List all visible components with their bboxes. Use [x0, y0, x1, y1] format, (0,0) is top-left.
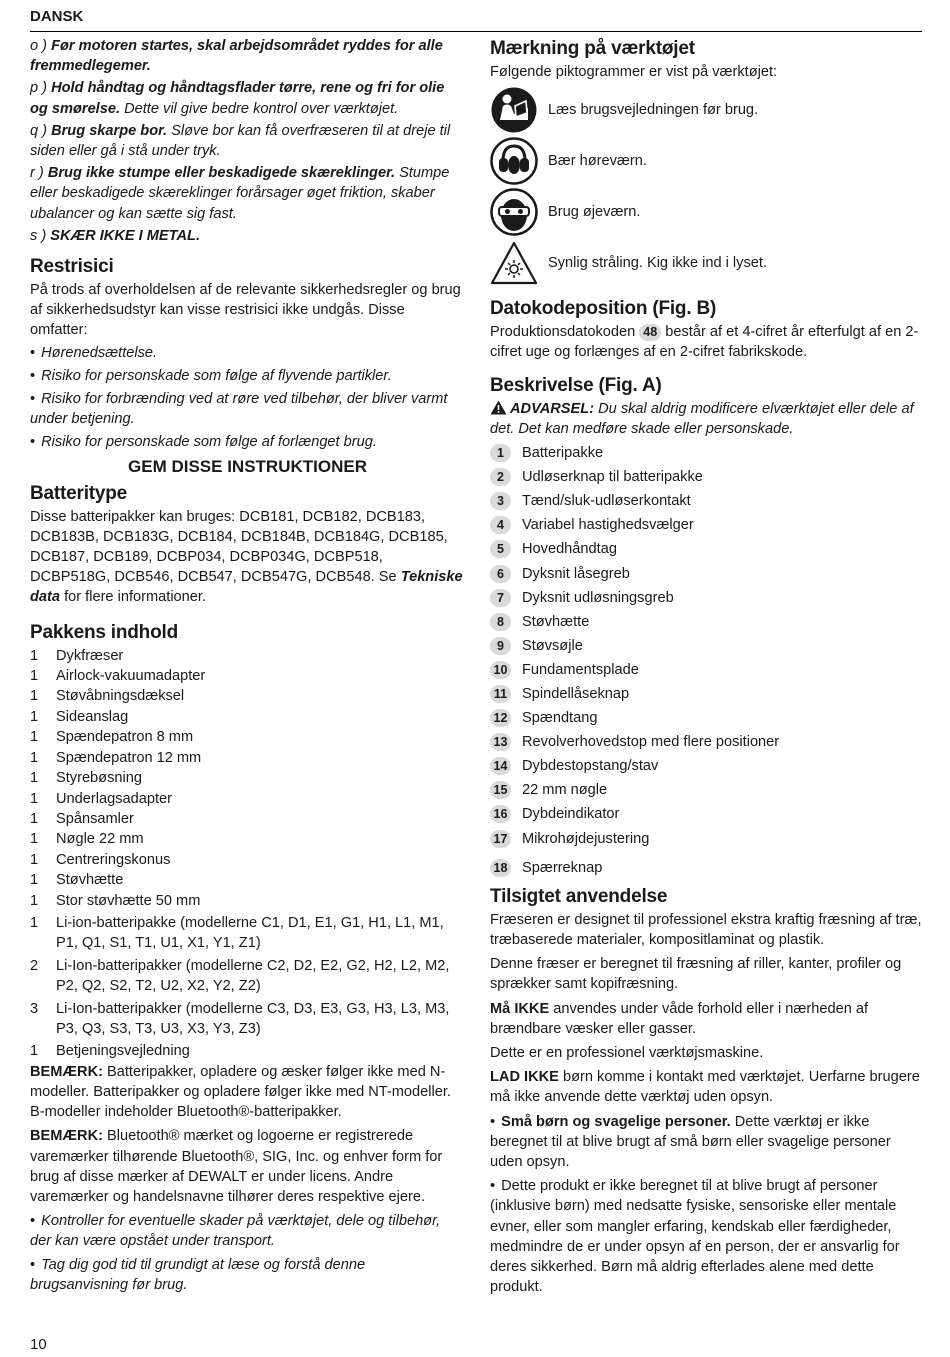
list-item: 12 Spændtang — [490, 706, 922, 730]
list-item: 3 Li-Ion-batteripakker (modellerne C3, D3, E3, G3, H3, L3, M3, P3, Q3, S3, T3, U3, X3, Y3, Z3) — [30, 1000, 450, 1037]
list-item: 2 Li-Ion-batteripakker (modellerne C2, D2, E2, G2, H2, L2, M2, P2, Q2, S2, T2, U2, X2, Y2, Z2) — [30, 957, 450, 995]
intended-use-text: Dette er en professionel værktøjsmaskine. — [490, 1044, 764, 1061]
left-column — [30, 36, 465, 1298]
picto-row — [490, 186, 922, 237]
list-item: • Risiko for personskade som følge af flyvende partikler. — [30, 367, 392, 384]
intended-use-text: Fræseren er designet til professionel ekstra kraftig fræsning af træ, træbaserede materialer, kompositlaminat og plastik. — [490, 911, 922, 948]
save-instructions-heading: GEM DISSE INSTRUKTIONER — [128, 456, 367, 476]
marking-heading: Mærkning på værktøjet — [490, 38, 695, 59]
picto-text: Læs brugsvejledningen før brug. — [548, 101, 759, 118]
list-item: 14 Dybdestopstang/stav — [490, 754, 922, 778]
list-item: • Kontroller for eventuelle skader på værktøjet, dele og tilbehør, der kan være opstået under transport. — [30, 1213, 441, 1250]
safety-rules — [30, 36, 465, 246]
restrisici-heading: Restrisici — [30, 256, 114, 278]
rule-q: q ) Brug skarpe bor. Sløve bor kan få overfræseren til at dreje til siden eller gå i stå under tryk. — [30, 122, 451, 160]
list-item: 16 Dybdeindikator — [490, 802, 922, 826]
list-item: 1 Spånsamler — [30, 810, 134, 827]
list-item: 9 Støvsøjle — [490, 634, 922, 658]
list-item: 1 Støvhætte — [30, 872, 124, 889]
list-item: 10 Fundamentsplade — [490, 658, 922, 682]
list-item: 1 Stor støvhætte 50 mm — [30, 892, 201, 909]
rule-s: s ) SKÆR IKKE I METAL. — [30, 227, 201, 244]
list-item: 1 Centreringskonus — [30, 851, 171, 868]
picto-row — [490, 237, 922, 288]
list-item: 1 Styrebøsning — [30, 770, 142, 787]
list-item: 15 22 mm nøgle — [490, 778, 922, 802]
list-item: 5 Hovedhåndtag — [490, 537, 922, 561]
rule-r: r ) Brug ikke stumpe eller beskadigede skæreklinger. Stumpe eller beskadigede skæreklinger forårsager øget friktion, skaber ubalancer og kan sætte sig fast. — [30, 165, 450, 222]
list-item: 1 Spændepatron 8 mm — [30, 729, 194, 746]
intended-use-text: Denne fræser er beregnet til fræsning af riller, kanter, profiler og sprækker samt kopifræsning. — [490, 956, 902, 993]
list-item: 13 Revolverhovedstop med flere positioner — [490, 730, 922, 754]
radiation-warning-icon — [490, 240, 538, 286]
warning-icon — [490, 400, 507, 415]
right-column — [490, 36, 922, 1299]
list-item: 1 Underlagsadapter — [30, 790, 173, 807]
datecode-heading: Datokodeposition (Fig. B) — [490, 298, 717, 320]
batteritype-heading: Batteritype — [30, 482, 128, 504]
list-item: 1 Batteripakke — [490, 441, 922, 465]
hearing-protection-icon — [490, 137, 538, 185]
list-item: 1 Sideanslag — [30, 708, 129, 725]
datecode-text: Produktionsdatokoden 48 består af et 4-cifret år efterfulgt af en 2-cifret uge og forlænges af en 2-cifret fabrikskode. — [490, 324, 919, 361]
pakkens-heading: Pakkens indhold — [30, 621, 178, 643]
package-contents-list — [30, 646, 465, 1062]
marking-intro: Følgende piktogrammer er vist på værktøjet: — [490, 64, 778, 80]
picto-text: Synlig stråling. Kig ikke ind i lyset. — [548, 254, 767, 271]
list-item: 1 Nøgle 22 mm — [30, 831, 144, 848]
intended-use-text: Må IKKE anvendes under våde forhold eller i nærheden af brændbare væsker eller gasser. — [490, 1000, 869, 1037]
list-item: 1 Li-ion-batteripakke (modellerne C1, D1, E1, G1, H1, L1, M1, P1, Q1, S1, T1, U1, X1, Y1, Z1) — [30, 914, 444, 952]
list-item: • Risiko for personskade som følge af forlænget brug. — [30, 434, 377, 451]
page-number: 10 — [30, 1336, 47, 1353]
list-item: • Små børn og svagelige personer. Dette værktøj er ikke beregnet til at blive brugt af små børn eller svagelige personer uden opsyn. — [490, 1113, 891, 1170]
list-item: 8 Støvhætte — [490, 610, 922, 634]
list-item: 4 Variabel hastighedsvælger — [490, 513, 922, 537]
list-item: 3 Tænd/sluk-udløserkontakt — [490, 489, 922, 513]
beskrivelse-heading: Beskrivelse (Fig. A) — [490, 374, 662, 396]
list-item: 17 Mikrohøjdejustering — [490, 827, 922, 851]
list-item: 1 Dykfræser — [30, 647, 124, 664]
list-item: • Risiko for forbrænding ved at røre ved tilbehør, der bliver varmt under betjening. — [30, 391, 448, 428]
list-item: • Tag dig god tid til grundigt at læse og forstå denne brugsanvisning før brug. — [30, 1256, 366, 1293]
picto-row — [490, 84, 922, 135]
callout-badge: 48 — [639, 324, 661, 341]
picto-text: Brug øjeværn. — [548, 203, 641, 220]
list-item: 1 Spændepatron 12 mm — [30, 749, 202, 766]
intended-use-text: LAD IKKE børn komme i kontakt med værktøjet. Uerfarne brugere må ikke anvende dette værktøj uden opsyn. — [490, 1069, 920, 1106]
warning-text: ADVARSEL: Du skal aldrig modificere elværktøjet eller dele af det. Det kan medføre skade eller personskade. — [490, 400, 914, 437]
parts-list — [490, 441, 922, 880]
tilsigtet-heading: Tilsigtet anvendelse — [490, 885, 668, 907]
list-item: 1 Betjeningsvejledning — [30, 1043, 190, 1060]
list-item: 11 Spindellåseknap — [490, 682, 922, 706]
picto-text: Bær høreværn. — [548, 152, 647, 169]
note-1: BEMÆRK: Batteripakker, opladere og æsker følger ikke med N-modeller. Batteripakker og opladere følger ikke med NT-modeller. B-modeller indeholder Bluetooth®-batteripakker. — [30, 1063, 451, 1121]
batteritype-text: Disse batteripakker kan bruges: DCB181, DCB182, DCB183, DCB183B, DCB183G, DCB184, DCB184B, DCB184G, DCB185, DCB187, DCB189, DCBP034, DCBP034G, DCBP518, DCBP518G, DCB546, DCB547, DCB547G, DCB548. Se Tekniske data for flere informationer. — [30, 508, 463, 606]
list-item: 1 Airlock-vakuumadapter — [30, 668, 206, 685]
picto-row — [490, 135, 922, 186]
language-label: DANSK — [30, 8, 84, 25]
note-2: BEMÆRK: Bluetooth® mærket og logoerne er registrerede varemærker tilhørende Bluetooth®, SIG, Inc. og enhver form for brug af disse mærker af DEWALT er under licens. Andre varemærker og handelsnavne tilhører deres respektive ejere. — [30, 1128, 443, 1206]
page-header — [30, 8, 922, 32]
list-item: 6 Dyksnit låsegreb — [490, 561, 922, 585]
list-item: 18 Spærreknap — [490, 856, 922, 880]
list-item: 2 Udløserknap til batteripakke — [490, 465, 922, 489]
list-item: 7 Dyksnit udløsningsgreb — [490, 586, 922, 610]
list-item: • Hørenedsættelse. — [30, 344, 158, 361]
rule-o: o ) Før motoren startes, skal arbejdsområdet ryddes for alle fremmedlegemer. — [30, 38, 443, 75]
restrisici-intro: På trods af overholdelsen af de relevante sikkerhedsregler og brug af sikkerhedsudstyr kan visse restrisici ikke undgås. Disse omfatter: — [30, 282, 461, 339]
rule-p: p ) Hold håndtag og håndtagsflader tørre, rene og fri for olie og smørelse. Dette vil give bedre kontrol over værktøjet. — [30, 80, 445, 117]
list-item: 1 Støvåbningsdæksel — [30, 688, 185, 705]
list-item: • Dette produkt er ikke beregnet til at blive brugt af personer (inklusive børn) med nedsatte fysiske, sensoriske eller mentale evner, eller som mangler erfaring, kendskab eller færdigheder, medmindre de er under opsyn af en person, der er ansvarlig for deres sikkerhed. Børn må aldrig efterlades alene med dette produkt. — [490, 1178, 900, 1296]
eye-protection-icon — [490, 188, 538, 236]
read-manual-icon — [490, 86, 538, 134]
